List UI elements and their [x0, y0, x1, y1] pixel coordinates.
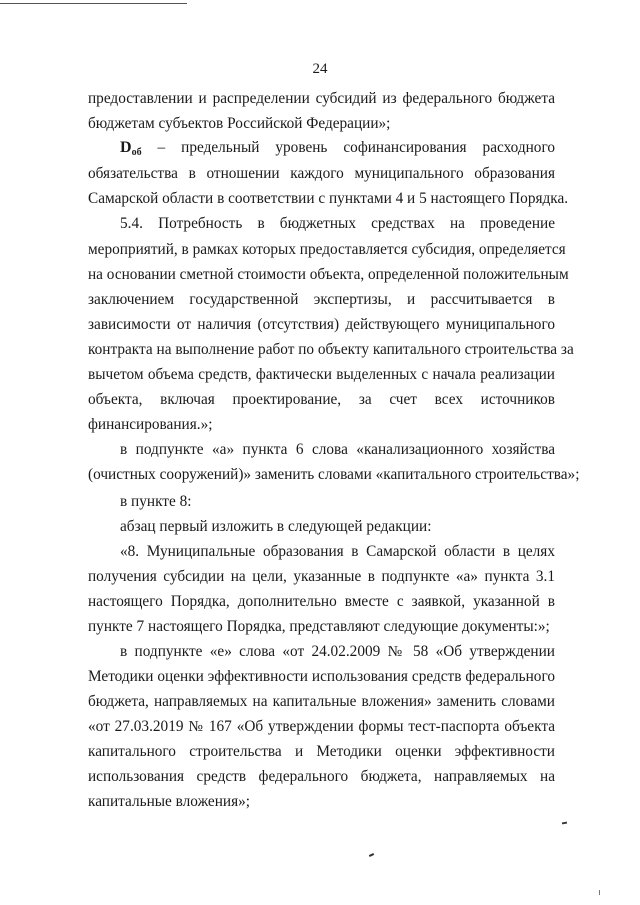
scan-mark: [369, 853, 374, 857]
text-line: настоящего Порядка, дополнительно вместе с заявкой, указанной в: [88, 593, 555, 610]
text-line: «от 27.03.2019 № 167 «Об утверждении формы тест-паспорта объекта: [88, 718, 555, 735]
text-line: абзац первый изложить в следующей редакции:: [120, 518, 432, 535]
text-line: бюджетам субъектов Российской Федерации»;: [88, 115, 391, 132]
text-line: [120, 135, 555, 160]
text-line: предоставлении и распределении субсидий из федерального бюджета: [88, 90, 555, 107]
page-number: 24: [312, 61, 328, 77]
text-line: зависимости от наличия (отсутствия) действующего муниципального: [88, 316, 555, 333]
text-line: 5.4. Потребность в бюджетных средствах на проведение: [120, 215, 555, 232]
text-line: Самарской области в соответствии с пунктами 4 и 5 настоящего Порядка.: [88, 190, 569, 207]
text-line: «8. Муниципальные образования в Самарской области в целях: [120, 543, 555, 560]
header-rule: [0, 3, 187, 4]
text-line: в подпункте «е» слова «от 24.02.2009 № 58 «Об утверждении: [120, 643, 555, 660]
text-line: капитальные вложения»;: [88, 793, 251, 810]
text-line: получения субсидии на цели, указанные в подпункте «а» пункта 3.1: [88, 568, 555, 585]
text-line: (очистных сооружений)» заменить словами «капитального строительства»;: [88, 466, 580, 483]
formula-subscript: об: [131, 147, 142, 158]
text-line: пункте 7 настоящего Порядка, представляют следующие документы:»;: [88, 618, 550, 635]
text-line: в пункте 8:: [120, 493, 192, 510]
scan-mark: [562, 822, 567, 825]
text-line: на основании сметной стоимости объекта, определенной положительным: [88, 266, 569, 283]
text-line: капитального строительства и Методики оценки эффективности: [88, 743, 555, 760]
text-line: обязательства в отношении каждого муниципального образования: [88, 165, 555, 182]
text-line: мероприятий, в рамках которых предоставляется субсидия, определяется: [88, 241, 566, 258]
text-line: заключением государственной экспертизы, и рассчитывается в: [88, 291, 555, 308]
formula-symbol: $D_{об}$: [120, 139, 142, 158]
text-line: вычетом объема средств, фактически выделенных с начала реализации: [88, 366, 555, 383]
text-line: использования средств федерального бюджета, направляемых на: [88, 768, 555, 785]
text-line: объекта, включая проектирование, за счет всех источников: [88, 391, 555, 408]
text-line: в подпункте «а» пункта 6 слова «канализационного хозяйства: [120, 441, 555, 458]
text-line-rest: – предельный уровень софинансирования расходного: [141, 139, 555, 156]
text-line: бюджета, направляемых на капитальные вложения» заменить словами: [88, 693, 555, 710]
text-line: Методики оценки эффективности использования средств федерального: [88, 668, 555, 685]
text-line: финансирования.»;: [88, 416, 213, 433]
text-line: контракта на выполнение работ по объекту капитального строительства за: [88, 341, 574, 358]
scan-mark: [599, 890, 600, 895]
